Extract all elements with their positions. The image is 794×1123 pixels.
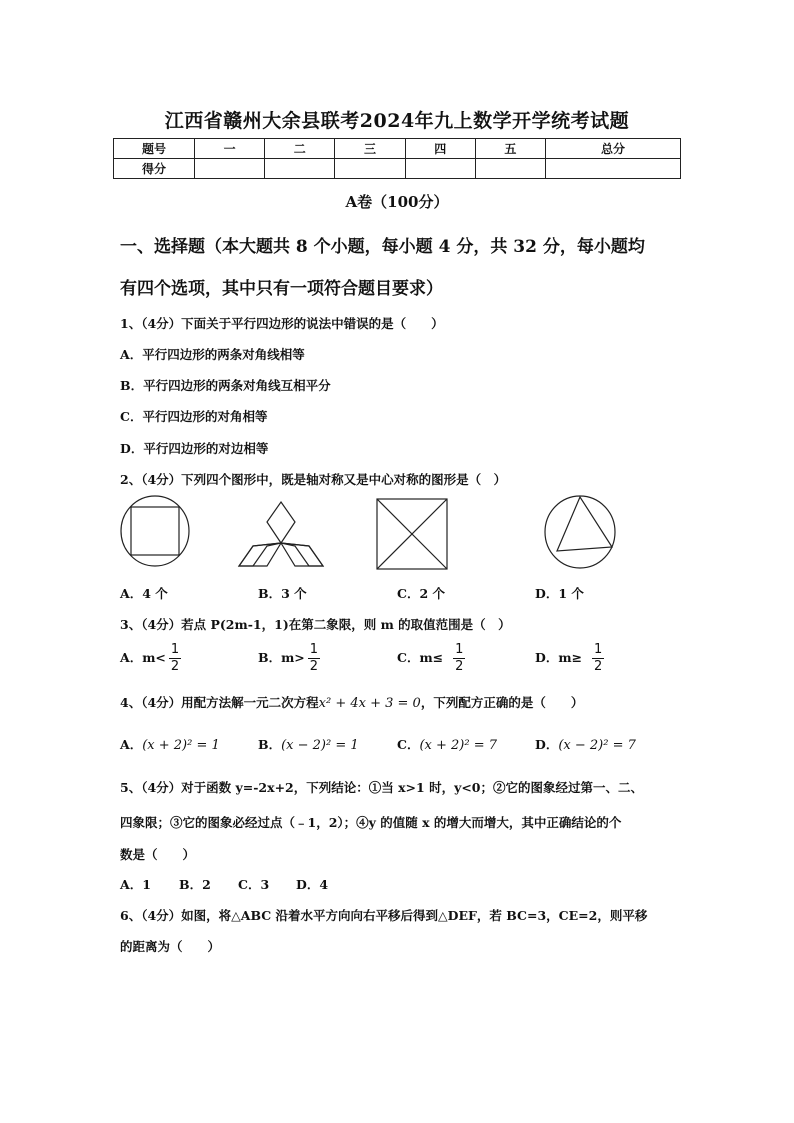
q4-option-d-label: D． — [535, 737, 559, 752]
fraction-half — [592, 642, 604, 675]
table-cell: 题号 — [114, 139, 195, 159]
q1-stem: 1、（4分）下面关于平行四边形的说法中错误的是（ ） — [120, 316, 444, 331]
part1-heading-line1: 一、选择题（本大题共 8 个小题，每小题 4 分，共 32 分，每小题均 — [120, 237, 645, 257]
q2-option-b: B．3 个 — [258, 586, 307, 601]
q4-stem-before: 4、（4分）用配方法解一元二次方程 — [120, 695, 319, 710]
table-cell — [546, 159, 681, 179]
table-cell — [405, 159, 475, 179]
q4-equation: x² + 4x + 3 = 0 — [318, 696, 421, 711]
q3-option-d — [535, 642, 604, 675]
frac-numerator: 1 — [309, 642, 319, 657]
frac-denominator: 2 — [455, 659, 464, 674]
q1-option-c: C．平行四边形的对角相等 — [120, 409, 268, 424]
q3-option-c-label: C．m≤ — [397, 650, 444, 665]
q4-option-c-math: (x + 2)² = 7 — [419, 738, 497, 753]
q2-stem: 2、（4分）下列四个图形中，既是轴对称又是中心对称的图形是（ ） — [120, 472, 507, 487]
q4-option-d-math: (x − 2)² = 7 — [558, 738, 636, 753]
q3-option-d-label: D．m≥ — [535, 650, 583, 665]
q2-option-a: A．4 个 — [120, 586, 168, 601]
frac-numerator: 1 — [170, 642, 180, 657]
frac-numerator: 1 — [594, 642, 603, 657]
q3-option-b-label: B．m> — [258, 650, 305, 665]
q4-option-c — [397, 735, 497, 753]
page-title: 江西省赣州大余县联考2024年九上数学开学统考试题 — [164, 110, 630, 132]
q4-stem — [120, 693, 583, 711]
table-row — [114, 139, 681, 159]
figure-circle-triangle — [542, 494, 622, 572]
table-cell: 一 — [195, 139, 265, 159]
section-a-heading: A卷（100分） — [345, 193, 449, 211]
q4-option-a — [120, 735, 220, 753]
table-cell: 五 — [475, 139, 545, 159]
part1-heading-line2: 有四个选项，其中只有一项符合题目要求） — [120, 279, 443, 299]
q5-line2: 四象限；③它的图象必经过点（﹣1，2）；④y 的值随 x 的增大而增大，其中正确结论的个 — [120, 815, 622, 830]
q5-line3: 数是（ ） — [120, 847, 196, 862]
q4-option-a-label: A． — [120, 737, 143, 752]
figure-three-rhombi — [236, 498, 326, 570]
frac-denominator: 2 — [170, 659, 180, 674]
table-cell: 三 — [335, 139, 405, 159]
q1-option-b: B．平行四边形的两条对角线互相平分 — [120, 378, 331, 393]
q4-option-a-math: (x + 2)² = 1 — [142, 738, 220, 753]
q4-stem-after: ，下列配方正确的是（ ） — [420, 695, 584, 710]
q4-option-b-label: B． — [258, 737, 282, 752]
frac-numerator: 1 — [455, 642, 464, 657]
q1-option-d: D．平行四边形的对边相等 — [120, 441, 269, 456]
table-row — [114, 159, 681, 179]
q1-option-a: A．平行四边形的两条对角线相等 — [120, 347, 305, 362]
q4-option-b-math: (x − 2)² = 1 — [281, 738, 359, 753]
frac-denominator: 2 — [594, 659, 603, 674]
frac-denominator: 2 — [309, 659, 319, 674]
fraction-half — [453, 642, 465, 675]
q5-option-c: C．3 — [238, 877, 270, 892]
table-cell: 得分 — [114, 159, 195, 179]
figure-circle-square — [118, 494, 198, 570]
q3-option-a-label: A．m< — [120, 650, 166, 665]
q3-option-b — [258, 642, 320, 675]
q2-option-d: D．1 个 — [535, 586, 584, 601]
q3-option-c — [397, 642, 465, 675]
score-table — [113, 138, 681, 179]
q4-option-b — [258, 735, 359, 753]
fraction-half — [169, 642, 181, 675]
table-cell — [195, 159, 265, 179]
q4-option-d — [535, 735, 636, 753]
q6-line2: 的距离为（ ） — [120, 939, 221, 954]
q3-stem: 3、（4分）若点 P(2m-1，1)在第二象限，则 m 的取值范围是（ ） — [120, 617, 511, 632]
figure-square-diagonals — [375, 498, 449, 570]
fraction-half — [308, 642, 320, 675]
q5-line1: 5、（4分）对于函数 y=-2x+2，下列结论：①当 x>1 时，y<0；②它的图象经过第一、二、 — [120, 780, 644, 795]
q5-option-a: A．1 — [120, 877, 151, 892]
q5-option-b: B．2 — [179, 877, 211, 892]
table-cell: 总分 — [546, 139, 681, 159]
q3-option-a — [120, 642, 181, 675]
table-cell: 四 — [405, 139, 475, 159]
table-cell: 二 — [265, 139, 335, 159]
q2-option-c: C．2 个 — [397, 586, 445, 601]
table-cell — [265, 159, 335, 179]
q6-line1: 6、（4分）如图，将△ABC 沿着水平方向向右平移后得到△DEF，若 BC=3，CE=2，则平移 — [120, 908, 648, 923]
q5-option-d: D．4 — [296, 877, 329, 892]
table-cell — [335, 159, 405, 179]
q4-option-c-label: C． — [397, 737, 420, 752]
table-cell — [475, 159, 545, 179]
